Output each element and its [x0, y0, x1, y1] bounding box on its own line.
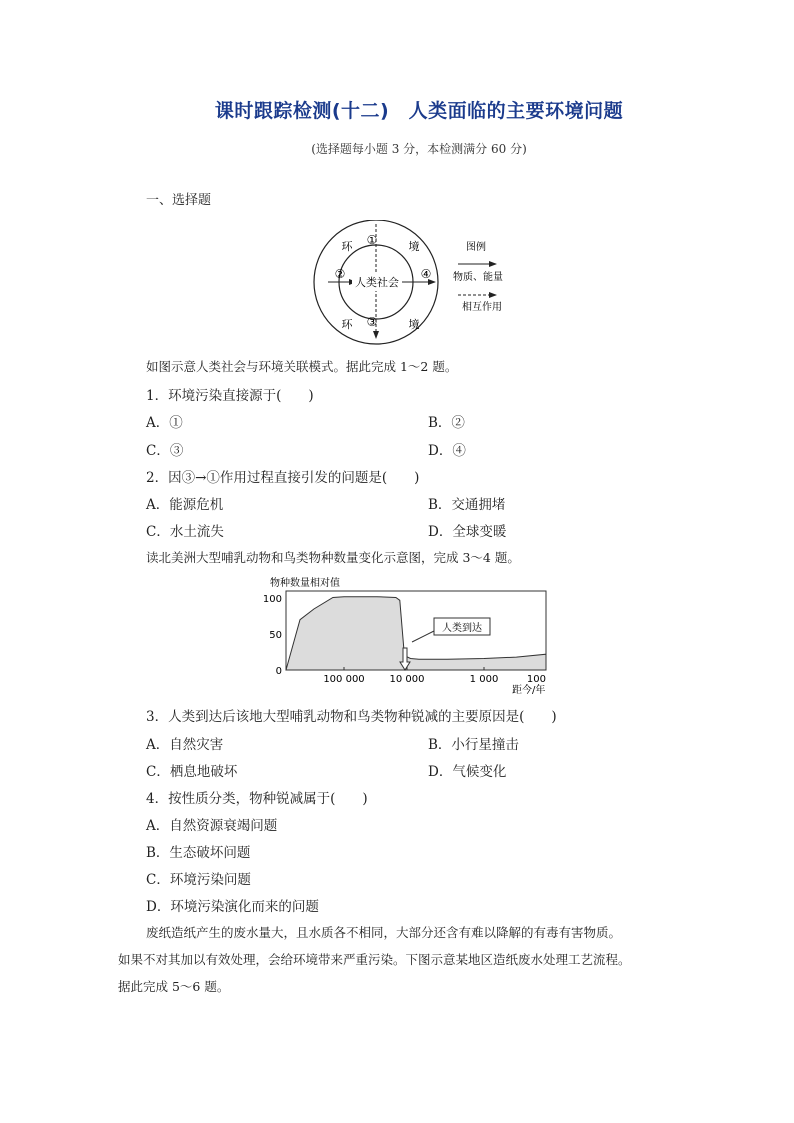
env-label-tr: 境 — [408, 240, 420, 253]
question-3-option-c[interactable]: C．栖息地破坏 — [146, 764, 238, 780]
x-tick-label: 100 — [526, 674, 546, 685]
species-count-chart — [262, 574, 562, 698]
marker-1: ① — [366, 233, 378, 247]
y-tick-label: 100 — [262, 594, 282, 606]
chart-ylabel: 物种数量相对值 — [270, 578, 340, 589]
paragraph-line-3: 据此完成 5～6 题。 — [118, 979, 230, 994]
question-4-stem: 4．按性质分类，物种锐减属于( ) — [146, 791, 368, 807]
chart-xlabel: 距今/年 — [512, 685, 546, 696]
human-society-label: 人类社会 — [355, 276, 399, 289]
env-label-br: 境 — [408, 318, 420, 331]
question-2-option-d[interactable]: D．全球变暖 — [428, 524, 507, 540]
question-2-option-c[interactable]: C．水土流失 — [146, 524, 224, 540]
human-environment-diagram — [310, 220, 520, 350]
intro-q3-4: 读北美洲大型哺乳动物和鸟类物种数量变化示意图，完成 3～4 题。 — [146, 550, 520, 565]
x-tick-label: 1 000 — [469, 674, 499, 685]
env-label-tl: 环 — [341, 240, 353, 253]
paragraph-line-1: 废纸造纸产生的废水量大，且水质各不相同，大部分还含有难以降解的有毒有害物质。 — [146, 925, 622, 940]
question-3-option-a[interactable]: A．自然灾害 — [146, 737, 224, 753]
annotation-pointer — [412, 631, 434, 642]
x-tick-label: 100 000 — [323, 674, 365, 685]
question-3-option-d[interactable]: D．气候变化 — [428, 764, 507, 780]
y-tick-label: 0 — [275, 666, 282, 677]
marker-2: ② — [334, 267, 346, 281]
intro-q1-2: 如图示意人类社会与环境关联模式。据此完成 1～2 题。 — [146, 359, 458, 374]
y-tick-label: 50 — [269, 630, 282, 642]
species-area — [286, 597, 546, 670]
x-tick-label: 10 000 — [389, 674, 425, 685]
question-1-option-d[interactable]: D．④ — [428, 443, 466, 459]
legend-dashed-label: 相互作用 — [462, 302, 502, 313]
section-heading: 一、选择题 — [146, 193, 212, 208]
marker-3: ③ — [366, 315, 378, 329]
env-label-bl: 环 — [341, 318, 353, 331]
question-3-option-b[interactable]: B．小行星撞击 — [428, 737, 519, 753]
legend-title: 图例 — [466, 242, 486, 253]
marker-4: ④ — [420, 267, 432, 281]
question-2-option-b[interactable]: B．交通拥堵 — [428, 497, 506, 513]
question-4-option-b[interactable]: B．生态破坏问题 — [146, 845, 251, 861]
page-title: 课时跟踪检测(十二) 人类面临的主要环境问题 — [214, 100, 624, 122]
question-1-stem: 1．环境污染直接源于( ) — [146, 388, 314, 404]
paragraph-line-2: 如果不对其加以有效处理，会给环境带来严重污染。下图示意某地区造纸废水处理工艺流程。 — [118, 952, 631, 967]
question-2-stem: 2．因③→①作用过程直接引发的问题是( ) — [146, 470, 420, 486]
question-1-option-c[interactable]: C．③ — [146, 443, 184, 459]
annotation-label: 人类到达 — [442, 623, 482, 634]
question-2-option-a[interactable]: A．能源危机 — [146, 497, 224, 513]
question-1-option-a[interactable]: A．① — [146, 415, 183, 431]
question-4-option-c[interactable]: C．环境污染问题 — [146, 872, 251, 888]
question-3-stem: 3．人类到达后该地大型哺乳动物和鸟类物种锐减的主要原因是( ) — [146, 709, 557, 725]
question-4-option-a[interactable]: A．自然资源衰竭问题 — [146, 818, 278, 834]
question-1-option-b[interactable]: B．② — [428, 415, 465, 431]
legend-solid-label: 物质、能量 — [453, 272, 503, 283]
page-subtitle: (选择题每小题 3 分，本检测满分 60 分) — [311, 142, 527, 156]
question-4-option-d[interactable]: D．环境污染演化而来的问题 — [146, 899, 319, 915]
